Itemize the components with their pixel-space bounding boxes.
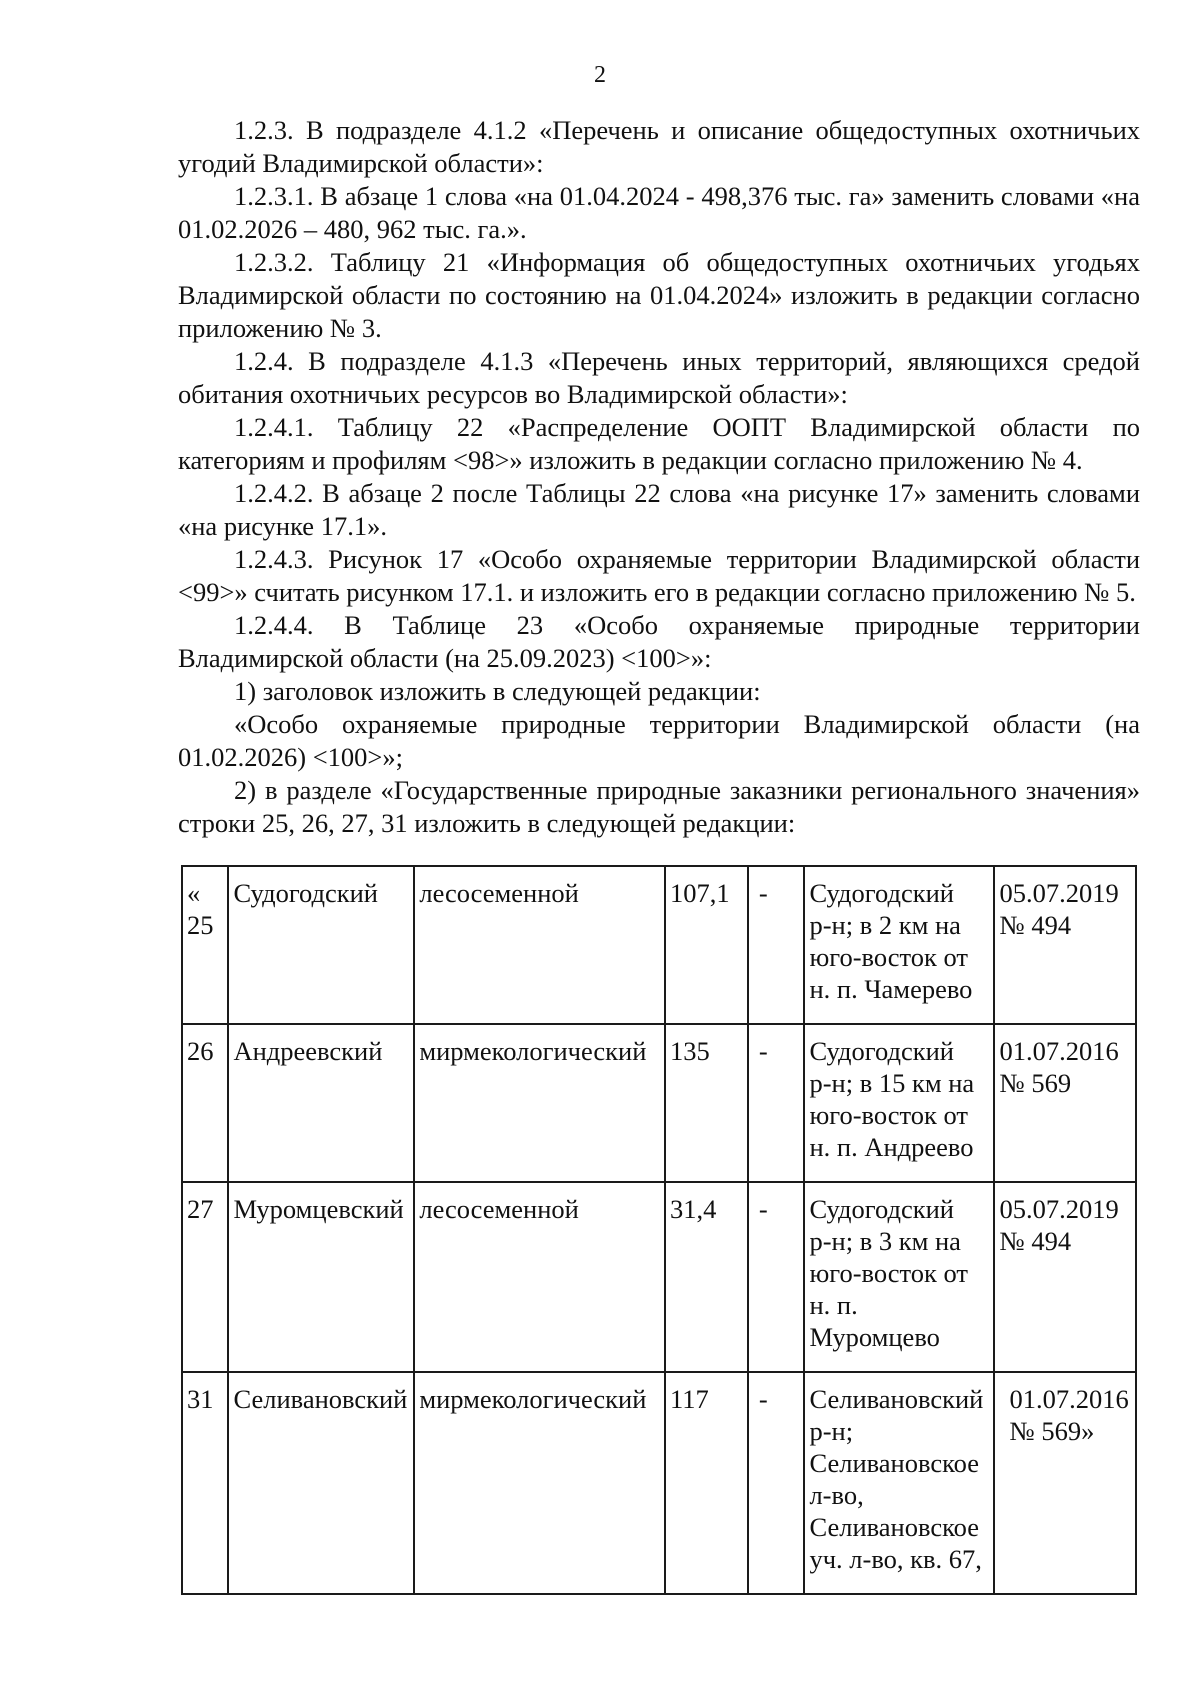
paragraph-new-heading: «Особо охраняемые природные территории Владимирской области (на 01.02.2026) <100>»; — [178, 709, 1140, 772]
row-number-cell: 26 — [182, 1024, 228, 1182]
paragraph-1-2-3-1: 1.2.3.1. В абзаце 1 слова «на 01.04.2024 - 498,376 тыс. га» заменить словами «на 01.02.2026 – 480, 962 тыс. га.». — [178, 181, 1140, 244]
reserve-area-cell: 135 — [665, 1024, 748, 1182]
paragraph-1-2-3: 1.2.3. В подразделе 4.1.2 «Перечень и описание общедоступных охотничьих угодий Владимирской области»: — [178, 115, 1140, 178]
document-body — [178, 114, 1140, 840]
page-number: 2 — [594, 62, 606, 88]
paragraph-1-2-4: 1.2.4. В подразделе 4.1.3 «Перечень иных территорий, являющихся средой обитания охотничьих ресурсов во Владимирской области»: — [178, 346, 1140, 409]
paragraph-1-2-4-2: 1.2.4.2. В абзаце 2 после Таблицы 22 слова «на рисунке 17» заменить словами «на рисунке 17.1». — [178, 478, 1140, 541]
reserve-document-cell: 01.07.2016 № 569 — [994, 1024, 1136, 1182]
row-number-cell: « 25 — [182, 866, 228, 1024]
paragraph-1-2-4-1: 1.2.4.1. Таблицу 22 «Распределение ООПТ Владимирской области по категориям и профилям <98>» изложить в редакции согласно приложению № 4. — [178, 412, 1140, 475]
paragraph-item-2: 2) в разделе «Государственные природные заказники регионального значения» строки 25, 26, 27, 31 изложить в следующей редакции: — [178, 775, 1140, 838]
reserve-dash-cell: - — [748, 1372, 805, 1594]
reserve-dash-cell: - — [748, 1182, 805, 1372]
reserve-dash-cell: - — [748, 1024, 805, 1182]
reserve-profile-cell: лесосеменной — [414, 1182, 665, 1372]
paragraph-1-2-3-2: 1.2.3.2. Таблицу 21 «Информация об общедоступных охотничьих угодьях Владимирской области по состоянию на 01.04.2024» изложить в редакции согласно приложению № 3. — [178, 247, 1140, 343]
table-row — [182, 1372, 1136, 1594]
reserve-document-cell: 05.07.2019 № 494 — [994, 1182, 1136, 1372]
reserve-profile-cell: мирмекологический — [414, 1024, 665, 1182]
table-row — [182, 1182, 1136, 1372]
reserve-location-cell: Судогодский р-н; в 3 км на юго-восток от н. п. Муромцево — [804, 1182, 994, 1372]
reserves-table — [181, 865, 1137, 1595]
reserve-location-cell: Селивановский р-н; Селивановское л-во, Селивановское уч. л-во, кв. 67, — [804, 1372, 994, 1594]
reserve-profile-cell: мирмекологический — [414, 1372, 665, 1594]
reserve-area-cell: 31,4 — [665, 1182, 748, 1372]
table-row — [182, 1024, 1136, 1182]
table-row — [182, 866, 1136, 1024]
reserve-document-cell: 05.07.2019 № 494 — [994, 866, 1136, 1024]
reserve-location-cell: Судогодский р-н; в 15 км на юго-восток от н. п. Андреево — [804, 1024, 994, 1182]
reserve-dash-cell: - — [748, 866, 805, 1024]
paragraph-item-1: 1) заголовок изложить в следующей редакции: — [234, 676, 761, 706]
reserve-location-cell: Судогодский р-н; в 2 км на юго-восток от н. п. Чамерево — [804, 866, 994, 1024]
reserve-area-cell: 107,1 — [665, 866, 748, 1024]
reserve-name-cell: Муромцевский — [228, 1182, 414, 1372]
row-number-cell: 31 — [182, 1372, 228, 1594]
reserve-name-cell: Судогодский — [228, 866, 414, 1024]
reserve-document-cell: 01.07.2016 № 569» — [994, 1372, 1136, 1594]
reserve-area-cell: 117 — [665, 1372, 748, 1594]
reserve-name-cell: Селивановский — [228, 1372, 414, 1594]
paragraph-1-2-4-4: 1.2.4.4. В Таблице 23 «Особо охраняемые природные территории Владимирской области (на 25.09.2023) <100>»: — [178, 610, 1140, 673]
row-number-cell: 27 — [182, 1182, 228, 1372]
reserve-name-cell: Андреевский — [228, 1024, 414, 1182]
paragraph-1-2-4-3: 1.2.4.3. Рисунок 17 «Особо охраняемые территории Владимирской области <99>» считать рисунком 17.1. и изложить его в редакции согласно приложению № 5. — [178, 544, 1140, 607]
reserve-profile-cell: лесосеменной — [414, 866, 665, 1024]
